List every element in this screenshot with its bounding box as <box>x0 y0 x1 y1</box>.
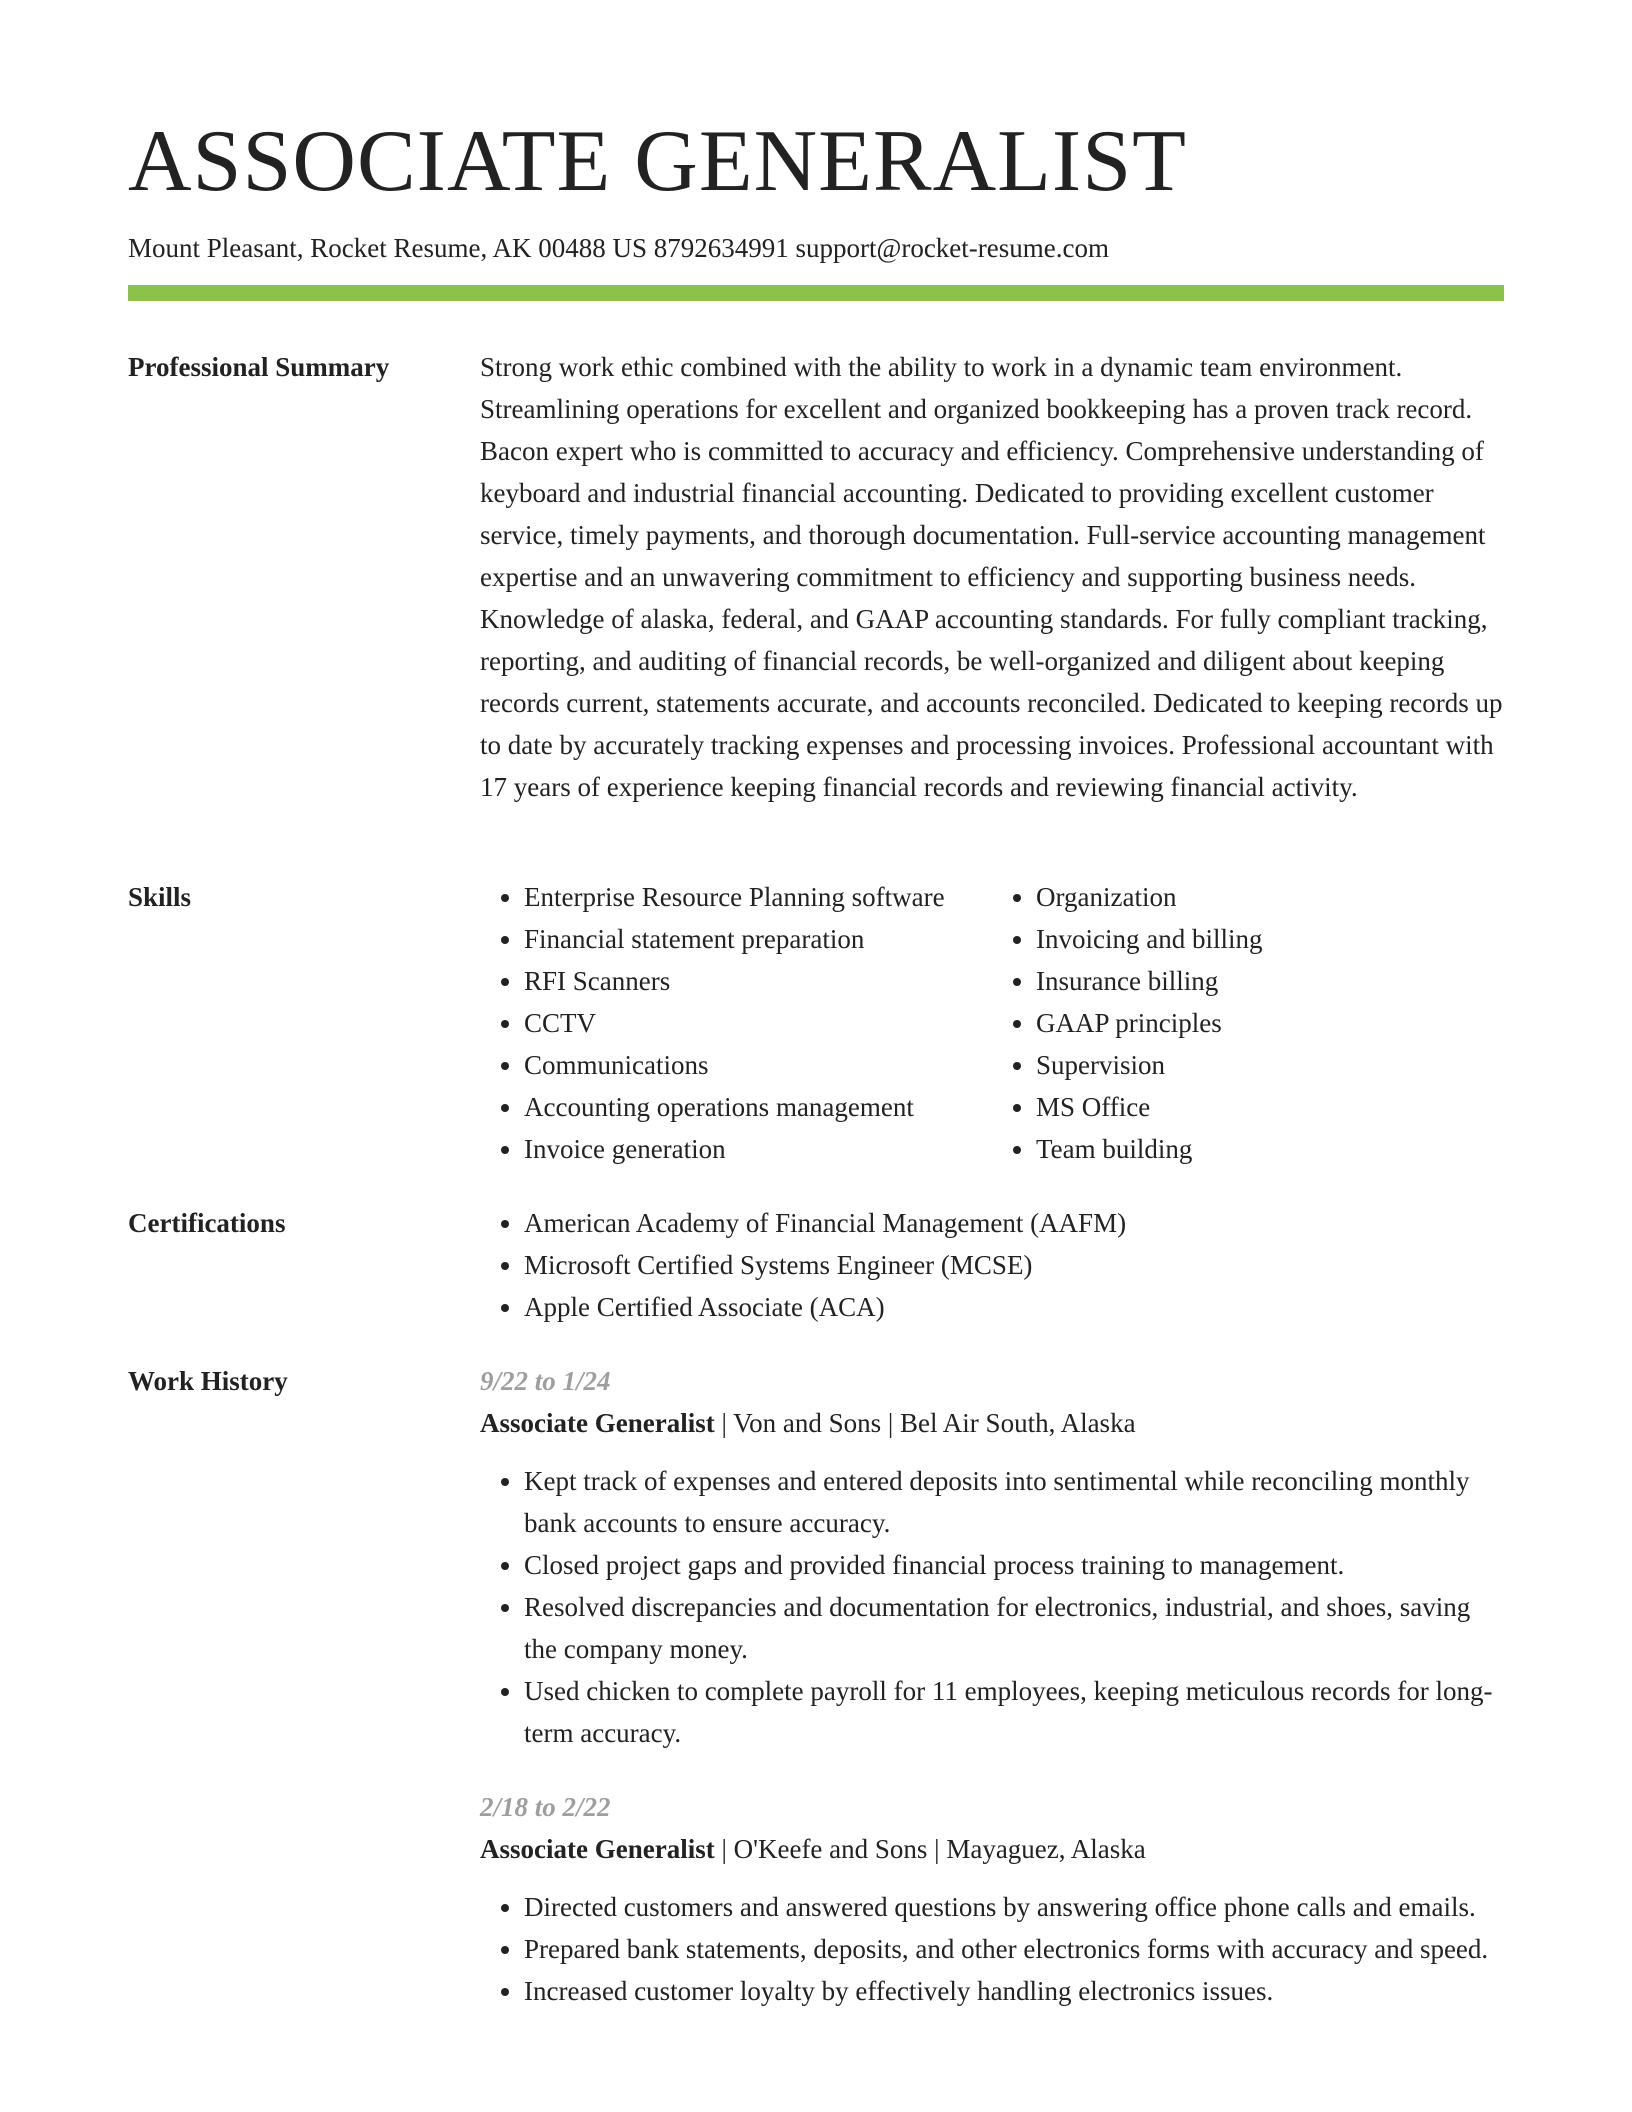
header-divider <box>128 285 1504 301</box>
skill-item: • Invoicing and billing <box>1036 918 1504 960</box>
work-history-heading: Work History <box>128 1366 288 1396</box>
skill-item: • Accounting operations management <box>524 1086 992 1128</box>
skill-item: • Insurance billing <box>1036 960 1504 1002</box>
certification-item: • American Academy of Financial Management (AAFM) <box>524 1202 1504 1244</box>
skill-item: • CCTV <box>524 1002 992 1044</box>
skill-item: • Invoice generation <box>524 1128 992 1170</box>
skill-item: • Organization <box>1036 876 1504 918</box>
job-duties-list <box>480 1886 1504 2012</box>
skills-heading: Skills <box>128 882 192 912</box>
job-duty: • Kept track of expenses and entered deposits into sentimental while reconciling monthly bank accounts to ensure accuracy. <box>524 1460 1504 1544</box>
skill-item: • RFI Scanners <box>524 960 992 1002</box>
summary-body <box>480 346 1504 808</box>
skill-item: • Enterprise Resource Planning software <box>524 876 992 918</box>
skills-list-right <box>992 876 1504 1170</box>
skill-item: • Financial statement preparation <box>524 918 992 960</box>
skills-body <box>480 876 1504 1170</box>
resume-name: ASSOCIATE GENERALIST <box>128 113 1187 210</box>
job-heading <box>480 1402 1504 1444</box>
skills-list-left <box>480 876 992 1170</box>
summary-text: Strong work ethic combined with the ability to work in a dynamic team environment. Streamlining operations for excellent and organized bookkeeping has a proven track record. Bacon expert who is committed to accuracy and efficiency. Comprehensive understanding of keyboard and industrial financial accounting. Dedicated to providing excellent customer service, timely payments, and thorough documentation. Full-service accounting management expertise and an unwavering commitment to efficiency and supporting business needs. Knowledge of alaska, federal, and GAAP accounting standards. For fully compliant tracking, reporting, and auditing of financial records, be well-organized and diligent about keeping records current, statements accurate, and accounts reconciled. Dedicated to keeping records up to date by accurately tracking expenses and processing invoices. Professional accountant with 17 years of experience keeping financial records and reviewing financial activity. <box>480 352 1503 802</box>
summary-heading: Professional Summary <box>128 352 390 382</box>
job-duty: • Increased customer loyalty by effectively handling electronics issues. <box>524 1970 1504 2012</box>
job-details: | Von and Sons | Bel Air South, Alaska <box>714 1408 1136 1438</box>
job-dates: 9/22 to 1/24 <box>480 1366 611 1396</box>
job-heading <box>480 1828 1504 1870</box>
job-duties-list <box>480 1460 1504 1754</box>
skill-item: • Communications <box>524 1044 992 1086</box>
job-title: Associate Generalist <box>480 1408 715 1438</box>
work-history-body <box>480 1360 1504 2012</box>
contact-line: Mount Pleasant, Rocket Resume, AK 00488 US 8792634991 support@rocket-resume.com <box>128 233 1109 263</box>
skill-item: • MS Office <box>1036 1086 1504 1128</box>
certification-item: • Apple Certified Associate (ACA) <box>524 1286 1504 1328</box>
job-title: Associate Generalist <box>480 1834 715 1864</box>
job-duty: • Used chicken to complete payroll for 11 employees, keeping meticulous records for long-term accuracy. <box>524 1670 1504 1754</box>
job-duty: • Directed customers and answered questions by answering office phone calls and emails. <box>524 1886 1504 1928</box>
skill-item: • GAAP principles <box>1036 1002 1504 1044</box>
certifications-list <box>480 1202 1504 1328</box>
certifications-heading: Certifications <box>128 1208 286 1238</box>
certification-item: • Microsoft Certified Systems Engineer (MCSE) <box>524 1244 1504 1286</box>
job-entry <box>480 1360 1504 1754</box>
job-details: | O'Keefe and Sons | Mayaguez, Alaska <box>714 1834 1146 1864</box>
skill-item: • Supervision <box>1036 1044 1504 1086</box>
certifications-body <box>480 1202 1504 1328</box>
job-duty: • Prepared bank statements, deposits, and other electronics forms with accuracy and speed. <box>524 1928 1504 1970</box>
job-duty: • Closed project gaps and provided financial process training to management. <box>524 1544 1504 1586</box>
job-dates: 2/18 to 2/22 <box>480 1792 611 1822</box>
skills-columns <box>480 876 1504 1170</box>
job-duty: • Resolved discrepancies and documentation for electronics, industrial, and shoes, saving the company money. <box>524 1586 1504 1670</box>
job-entry <box>480 1786 1504 2012</box>
skill-item: • Team building <box>1036 1128 1504 1170</box>
